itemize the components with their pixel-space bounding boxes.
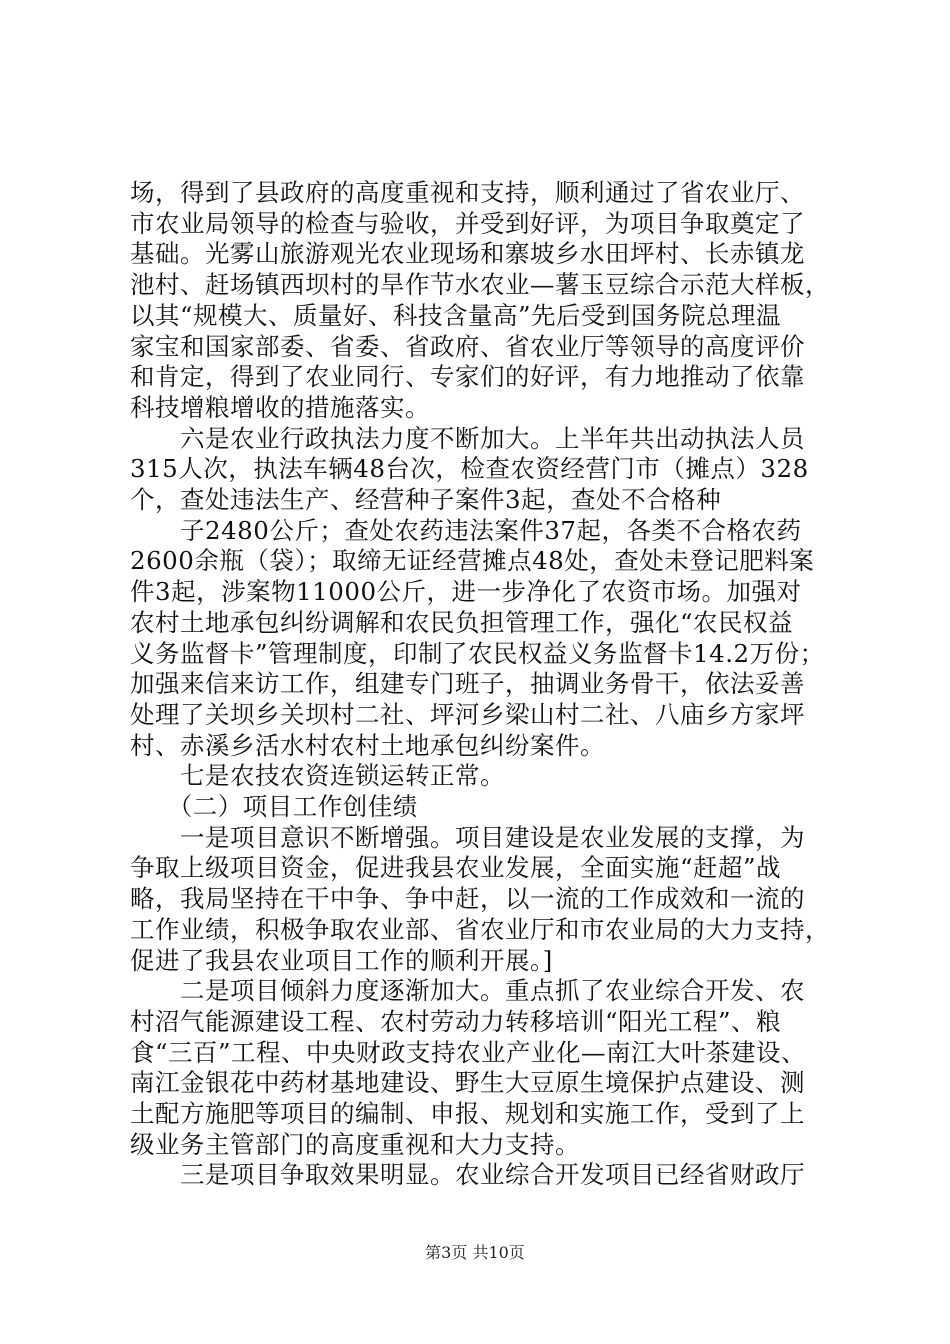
text-line: 级业务主管部门的高度重视和大力支持。 — [130, 1129, 580, 1159]
text-line: 争取上级项目资金，促进我县农业发展，全面实施“赶超”战 — [130, 853, 782, 883]
text-line: 个，查处违法生产、经营种子案件3起，查处不合格种 — [130, 485, 722, 514]
text-line: 场，得到了县政府的高度重视和支持，顺利通过了省农业厅、 — [130, 178, 805, 207]
text-line: 村、赤溪乡活水村农村土地承包纠纷案件。 — [130, 730, 605, 760]
text-line: 七是农技农资连锁运转正常。 — [130, 761, 505, 791]
text-line: 义务监督卡”管理制度，印制了农民权益义务监督卡14.2万份； — [130, 638, 825, 668]
text-line: 六是农业行政执法力度不断加大。上半年共出动执法人员 — [130, 423, 805, 453]
text-line: 315人次，执法车辆48台次，检查农资经营门市（摊点）328 — [130, 454, 809, 484]
text-line: 加强来信来访工作，组建专门班子，抽调业务骨干，依法妥善 — [130, 669, 805, 699]
text-line: 土配方施肥等项目的编制、申报、规划和实施工作，受到了上 — [130, 1099, 805, 1128]
text-line: 略，我局坚持在干中争、争中赶，以一流的工作成效和一流的 — [130, 884, 805, 914]
text-line: 食“三百”工程、中央财政支持农业产业化—南江大叶茶建设、 — [130, 1037, 807, 1067]
text-line: 三是项目争取效果明显。农业综合开发项目已经省财政厅 — [130, 1160, 805, 1190]
page-footer: 第3页 共10页 — [425, 1243, 525, 1262]
text-line: 基础。光雾山旅游观光农业现场和寨坡乡水田坪村、长赤镇龙 — [130, 239, 805, 269]
text-line: 工作业绩，积极争取农业部、省农业厅和市农业局的大力支持， — [130, 914, 830, 944]
text-line: 促进了我县农业项目工作的顺利开展。] — [130, 945, 553, 975]
text-line: 一是项目意识不断增强。项目建设是农业发展的支撑，为 — [130, 822, 805, 852]
text-line: 农村土地承包纠纷调解和农民负担管理工作，强化“农民权益 — [130, 607, 794, 637]
text-line: 池村、赶场镇西坝村的旱作节水农业—薯玉豆综合示范大样板， — [130, 270, 830, 300]
text-line: 南江金银花中药材基地建设、野生大豆原生境保护点建设、测 — [130, 1068, 805, 1098]
text-line: 二是项目倾斜力度逐渐加大。重点抓了农业综合开发、农 — [130, 976, 805, 1006]
text-line: （二）项目工作创佳绩 — [130, 792, 418, 821]
text-line: 村沼气能源建设工程、农村劳动力转移培训“阳光工程”、粮 — [130, 1006, 782, 1036]
text-line: 和肯定，得到了农业同行、专家们的好评，有力地推动了依靠 — [130, 362, 805, 392]
text-line: 家宝和国家部委、省委、省政府、省农业厅等领导的高度评价 — [130, 331, 805, 361]
text-line: 处理了关坝乡关坝村二社、坪河乡梁山村二社、八庙乡方家坪 — [130, 699, 805, 729]
text-line: 件3起，涉案物11000公斤，进一步净化了农资市场。加强对 — [130, 577, 802, 607]
text-line: 2600余瓶（袋）；取缔无证经营摊点48处，查处未登记肥料案 — [130, 546, 815, 576]
text-line: 子2480公斤；查处农药违法案件37起，各类不合格农药 — [130, 515, 802, 545]
text-line: 市农业局领导的检查与验收，并受到好评，为项目争取奠定了 — [130, 208, 805, 238]
text-line: 科技增粮增收的措施落实。 — [130, 392, 430, 422]
text-line: 以其“规模大、质量好、科技含量高”先后受到国务院总理温 — [130, 300, 782, 330]
